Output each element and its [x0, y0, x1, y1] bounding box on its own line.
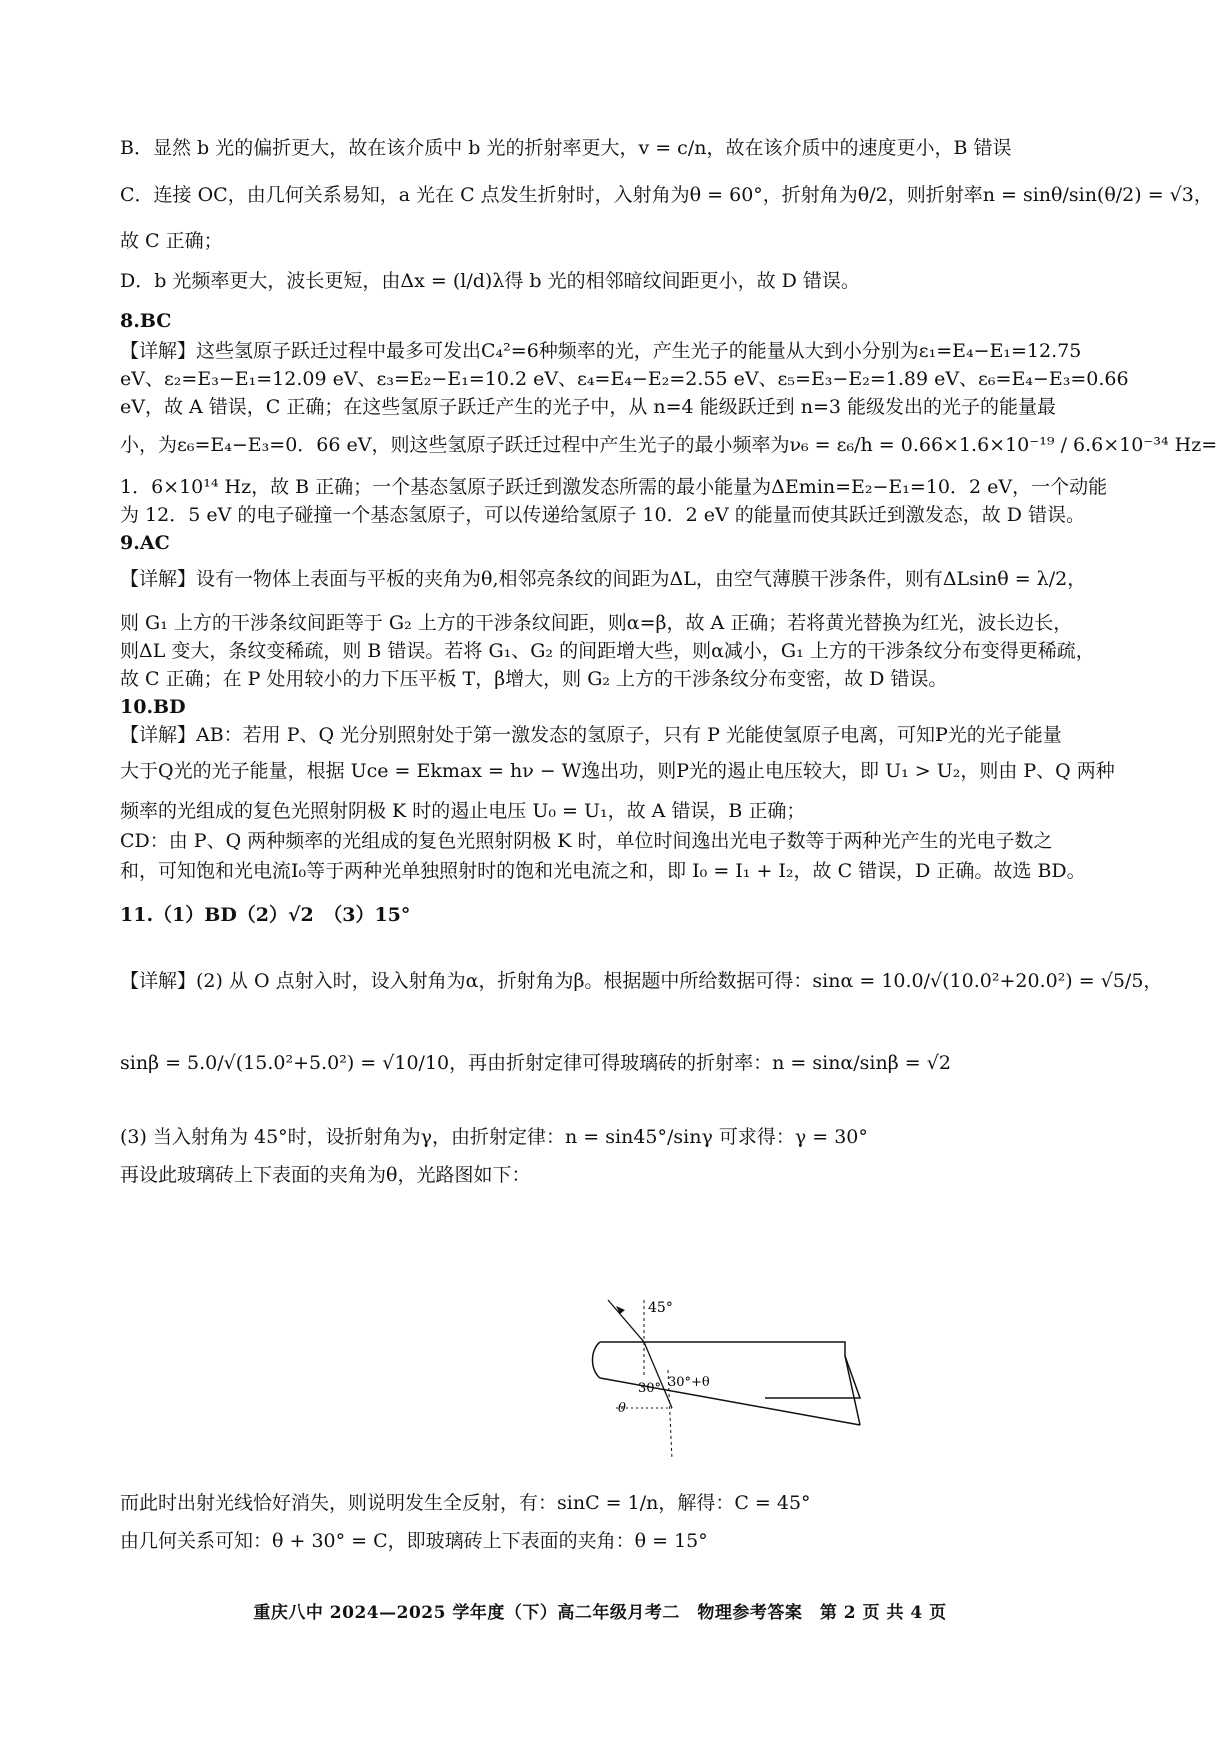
brick-left-break: [593, 1342, 601, 1378]
q11-detail-line-2: sinβ = 5.0/√(15.0²+5.0²) = √10/10，再由折射定律可得玻璃砖的折射率：n = sinα/sinβ = √2: [120, 1052, 951, 1074]
q9-detail-line-3: 则ΔL 变大，条纹变稀疏，则 B 错误。若将 G₁、G₂ 的间距增大些，则α减小，G₁ 上方的干涉条纹分布变得更稀疏，: [120, 640, 1095, 662]
q9-detail-line-1: 【详解】设有一物体上表面与平板的夹角为θ,相邻亮条纹的间距为ΔL，由空气薄膜干涉条件，则有ΔLsinθ = λ/2，: [120, 568, 1087, 590]
q8-detail-line-6: 为 12．5 eV 的电子碰撞一个基态氢原子，可以传递给氢原子 10．2 eV 的能量而使其跃迁到激发态，故 D 错误。: [120, 504, 1086, 526]
page-footer: 重庆八中 2024—2025 学年度（下）高二年级月考二 物理参考答案 第 2 页 共 4 页: [253, 1603, 947, 1623]
question-8-answer: 8.BC: [120, 310, 172, 332]
q10-detail-line-5: 和，可知饱和光电流I₀等于两种光单独照射时的饱和光电流之和，即 I₀ = I₁ + I₂，故 C 错误，D 正确。故选 BD。: [120, 860, 1086, 882]
q11-detail-line-4: 再设此玻璃砖上下表面的夹角为θ，光路图如下：: [120, 1164, 531, 1186]
q11-conclusion-line-2: 由几何关系可知：θ + 30° = C，即玻璃砖上下表面的夹角：θ = 15°: [120, 1530, 708, 1552]
label-theta: θ: [618, 1401, 626, 1416]
q8-detail-line-4: 小，为ε₆=E₄−E₃=0．66 eV，则这些氢原子跃迁过程中产生光子的最小频率为ν₆ = ε₆/h = 0.66×1.6×10⁻¹⁹ / 6.6×10⁻³⁴ Hz=: [120, 434, 1217, 456]
q8-detail-line-3: eV，故 A 错误，C 正确；在这些氢原子跃迁产生的光子中，从 n=4 能级跃迁到 n=3 能级发出的光子的能量最: [120, 396, 1056, 418]
answer-7-option-c-cont: 故 C 正确；: [120, 230, 223, 252]
question-9-answer: 9.AC: [120, 532, 170, 554]
label-30-plus-theta: 30°+θ: [668, 1375, 710, 1390]
answer-7-option-d: D．b 光频率更大，波长更短，由Δx = (l/d)λ得 b 光的相邻暗纹间距更小，故 D 错误。: [120, 270, 860, 292]
q10-detail-line-3: 频率的光组成的复色光照射阴极 K 时的遏止电压 U₀ = U₁，故 A 错误，B 正确；: [120, 800, 806, 822]
q9-detail-line-2: 则 G₁ 上方的干涉条纹间距等于 G₂ 上方的干涉条纹间距，则α=β，故 A 正确；若将黄光替换为红光，波长边长，: [120, 612, 1073, 634]
q8-detail-line-1: 【详解】这些氢原子跃迁过程中最多可发出C₄²=6种频率的光，产生光子的能量从大到小分别为ε₁=E₄−E₁=12.75: [120, 340, 1082, 362]
q9-detail-line-4: 故 C 正确；在 P 处用较小的力下压平板 T，β增大，则 G₂ 上方的干涉条纹分布变密，故 D 错误。: [120, 668, 948, 690]
q8-detail-line-2: eV、ε₂=E₃−E₁=12.09 eV、ε₃=E₂−E₁=10.2 eV、ε₄=E₄−E₂=2.55 eV、ε₅=E₃−E₂=1.89 eV、ε₆=E₄−E₃=0.66: [120, 368, 1129, 390]
answer-7-option-c: C．连接 OC，由几何关系易知，a 光在 C 点发生折射时，入射角为θ = 60°，折射角为θ/2，则折射率n = sinθ/sin(θ/2) = √3，: [120, 184, 1213, 206]
q11-detail-line-1: 【详解】(2) 从 O 点射入时，设入射角为α，折射角为β。根据题中所给数据可得：sinα = 10.0/√(10.0²+20.0²) = √5/5，: [120, 970, 1163, 992]
optical-path-diagram: [590, 1300, 860, 1460]
q8-detail-line-5: 1．6×10¹⁴ Hz，故 B 正确；一个基态氢原子跃迁到激发态所需的最小能量为ΔEmin=E₂−E₁=10．2 eV，一个动能: [120, 476, 1108, 498]
label-45: 45°: [648, 1300, 673, 1316]
q10-detail-line-2: 大于Q光的光子能量，根据 Uce = Ekmax = hν − W逸出功，则P光的遏止电压较大，即 U₁ > U₂，则由 P、Q 两种: [120, 760, 1115, 782]
q11-conclusion-line-1: 而此时出射光线恰好消失，则说明发生全反射，有：sinC = 1/n，解得：C = 45°: [120, 1492, 811, 1514]
answer-7-option-b: B．显然 b 光的偏折更大，故在该介质中 b 光的折射率更大，v = c/n，故在该介质中的速度更小，B 错误: [120, 137, 1012, 159]
q11-detail-line-3: (3) 当入射角为 45°时，设折射角为γ，由折射定律：n = sin45°/sinγ 可求得：γ = 30°: [120, 1126, 868, 1148]
q10-detail-line-4: CD：由 P、Q 两种频率的光组成的复色光照射阴极 K 时，单位时间逸出光电子数等于两种光产生的光电子数之: [120, 830, 1053, 852]
label-30: 30°: [638, 1381, 662, 1396]
question-11-answer: 11.（1）BD（2）√2 （3）15°: [120, 904, 411, 926]
incident-ray: [608, 1300, 644, 1342]
question-10-answer: 10.BD: [120, 696, 186, 718]
q10-detail-line-1: 【详解】AB：若用 P、Q 光分别照射处于第一激发态的氢原子，只有 P 光能使氢原子电离，可知P光的光子能量: [120, 724, 1062, 746]
